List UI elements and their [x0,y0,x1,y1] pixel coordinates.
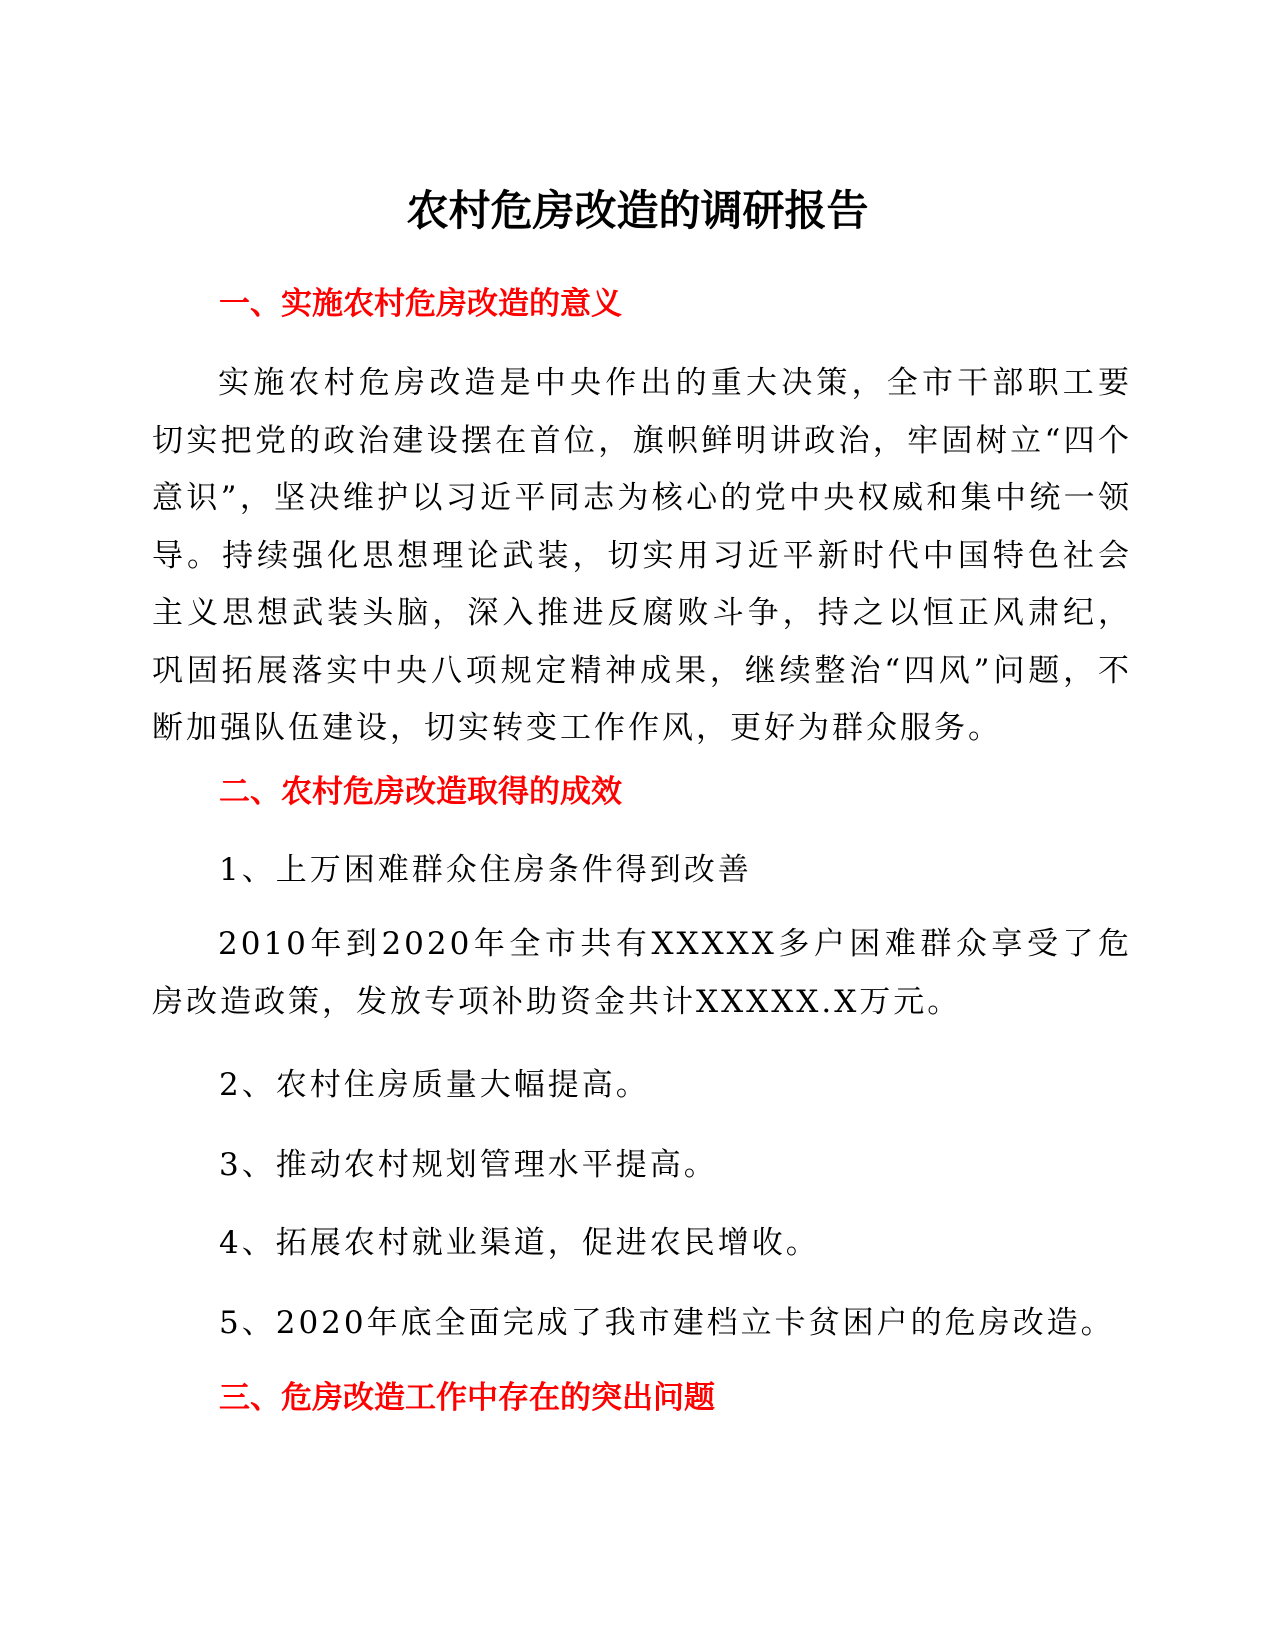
achievement-item-2: 2、农村住房质量大幅提高。 [219,1067,650,1103]
document-title: 农村危房改造的调研报告 [406,186,869,235]
achievement-item-4: 4、拓展农村就业渠道，促进农民增收。 [219,1225,820,1261]
section1-paragraph: 实施农村危房改造是中央作出的重大决策，全市干部职工要切实把党的政治建设摆在首位，旗帜鲜明讲政治，牢固树立“四个意识”，坚决维护以习近平同志为核心的党中央权威和集中统一领导。持续强化思想理论武装，切实用习近平新时代中国特色社会主义思想武装头脑，深入推进反腐败斗争，持之以恒正风肃纪，巩固拓展落实中央八项规定精神成果，继续整治“四风”问题，不断加强队伍建设，切实转变工作作风，更好为群众服务。 [152,365,1132,746]
section-heading-significance: 一、实施农村危房改造的意义 [219,286,622,322]
achievement-item-1: 1、上万困难群众住房条件得到改善 [219,852,752,888]
achievement-item-3: 3、推动农村规划管理水平提高。 [219,1147,718,1183]
achievement-item-5: 5、2020年底全面完成了我市建档立卡贫困户的危房改造。 [219,1305,1115,1341]
section-heading-achievements: 二、农村危房改造取得的成效 [219,774,622,810]
section-heading-problems: 三、危房改造工作中存在的突出问题 [219,1380,715,1416]
achievement-item-1-paragraph: 2010年到2020年全市共有XXXXX多户困难群众享受了危房改造政策，发放专项补助资金共计XXXXX.X万元。 [152,926,1132,1020]
